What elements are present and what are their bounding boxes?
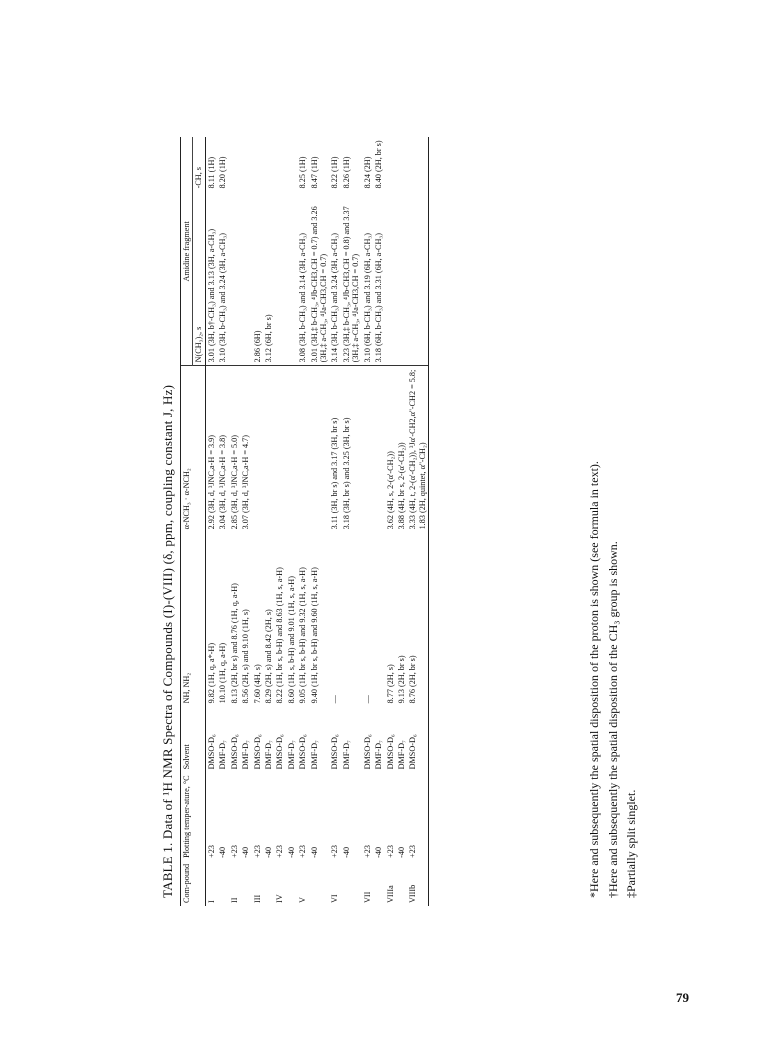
cell-alpha: 3.04 (3H, d, ³JNC,a-H = 3.8) (218, 435, 228, 530)
header-amidine-fragment: Amidine fragment (181, 137, 193, 365)
cell-compound (240, 861, 251, 906)
cell-nme (385, 191, 396, 366)
cell-nme: 3.18 (6H, b-CH₃) and 3.31 (6H, a-CH₃) (373, 191, 384, 366)
cell-nme: 3.10 (6H, b-CH₃) and 3.19 (6H, a-CH₃) (362, 191, 373, 366)
cell-alpha (373, 366, 384, 533)
cell-alpha (286, 366, 297, 533)
header-ch: -CH, s (193, 137, 205, 191)
cell-nh: 9.13 (2H, br s) (397, 655, 407, 704)
cell-temp: +23 (252, 845, 262, 858)
cell-nme (229, 191, 240, 366)
table-row (396, 137, 407, 906)
cell-temp: +23 (385, 845, 395, 858)
cell-nme: 3.10 (3H, b-CH₃) and 3.24 (3H, a-CH₃) (217, 191, 228, 366)
table-row (286, 137, 297, 906)
cell-alpha (309, 366, 330, 533)
cell-ch: 8.26 (1H) (341, 156, 351, 189)
cell-solvent: DMF-D₇ (241, 740, 251, 770)
cell-temp: -40 (397, 846, 407, 858)
footnote: *Here and subsequently the spatial disposition of the proton is shown (see formula in text). (587, 461, 601, 898)
cell-compound (217, 861, 228, 906)
cell-solvent: DMF-D₇ (374, 740, 384, 770)
cell-nh: 9.05 (1H, br s, b-H) and 9.32 (1H, s, a-H) (298, 567, 308, 704)
cell-nme: 3.01 (3H, b†-CH₃) and 3.13 (3H, a-CH₃) (205, 191, 217, 366)
cell-temp: +23 (362, 845, 372, 858)
cell-alpha (362, 366, 373, 533)
cell-ch (274, 137, 285, 191)
cell-solvent: DMSO-D₆ (206, 734, 216, 770)
cell-temp: -40 (218, 846, 228, 858)
cell-temp: +23 (275, 845, 285, 858)
cell-alpha: 3.33 (4H, t, 2-(α'-CH₂)), ³Jα'-CH2,α''-CH2 = 5.8; 1.83 (2H, quintet, α''-CH₂) (407, 366, 428, 533)
header-compound: Com-pound (181, 861, 206, 906)
cell-solvent: DMF-D₇ (341, 740, 351, 770)
cell-temp: -40 (263, 846, 273, 858)
table-row (341, 137, 362, 906)
table-row (309, 137, 330, 906)
table-caption: TABLE 1. Data of ¹H NMR Spectra of Compounds (I)-(VIII) (δ, ppm, coupling constant J, Hz) (160, 384, 175, 898)
table-row (205, 137, 217, 906)
cell-nme: 3.23 (3H,‡ b-CH₃, ⁴Jb-CH3,CH = 0.8) and 3.37 (3H,‡ a-CH₃, ⁴Ja-CH3,CH = 0.7) (341, 191, 362, 366)
cell-alpha: 3.18 (3H, br s) and 3.25 (3H, br s) (341, 417, 351, 530)
cell-nme: 2.86 (6H) (252, 191, 263, 366)
cell-solvent: DMSO-D₆ (275, 734, 285, 770)
cell-compound: VII (362, 891, 372, 903)
table-row (329, 137, 340, 906)
table-row (407, 137, 428, 906)
cell-alpha: 3.88 (4H, br s, 2-(α'-CH₂)) (397, 442, 407, 530)
cell-alpha (252, 366, 263, 533)
cell-compound (263, 861, 274, 906)
cell-nh: 7.60 (4H, s) (252, 664, 262, 704)
cell-nh: 10.10 (1H, q, a-H) (218, 642, 228, 704)
cell-nh: 8.76 (2H, br s) (407, 532, 428, 706)
cell-nme: 3.01 (3H,‡ b-CH₃, ⁴Jb-CH3,CH = 0.7) and 3.26 (3H,‡ a-CH₃, ⁴Ja-CH3,CH = 0.7) (309, 191, 330, 366)
cell-ch: 8.20 (1H) (218, 156, 228, 189)
cell-ch (385, 137, 396, 191)
cell-alpha: 3.07 (3H, d, ³JNC,a-H = 4.7) (241, 435, 251, 530)
cell-nh (373, 532, 384, 706)
cell-compound: VI (330, 894, 340, 903)
cell-nh: 9.40 (1H, br s, b-H) and 9.60 (1H, s, a-H) (309, 567, 319, 704)
cell-nh: 8.77 (2H, s) (385, 664, 395, 704)
cell-nh: — (362, 695, 372, 704)
cell-ch (252, 137, 263, 191)
footnotes (585, 461, 641, 898)
cell-ch: 8.40 (2H, br s) (374, 140, 384, 189)
cell-temp: -40 (309, 846, 319, 858)
cell-temp: +23 (407, 772, 428, 860)
cell-alpha: 2.92 (3H, d, ³JNC,a-H = 3.9) (206, 435, 216, 530)
cell-ch (229, 137, 240, 191)
cell-alpha (263, 366, 274, 533)
table-row (373, 137, 384, 906)
cell-temp: -40 (341, 846, 351, 858)
cell-solvent: DMSO-D₆ (330, 734, 340, 770)
cell-compound: VIIIa (385, 885, 395, 903)
cell-solvent: DMSO-D₆ (385, 734, 395, 770)
header-temperature: Plotting temper-ature, °C (181, 772, 206, 860)
cell-ch: 8.11 (1H) (206, 156, 216, 189)
cell-ch (407, 137, 428, 191)
cell-nh: 9.82 (1H, q, a*-H) (206, 642, 216, 704)
cell-alpha: 3.11 (3H, br s) and 3.17 (3H, br s) (330, 417, 340, 530)
cell-ch: 8.25 (1H) (298, 156, 308, 189)
cell-solvent: DMSO-D₆ (407, 706, 428, 772)
cell-compound: V (298, 897, 308, 903)
cell-temp: -40 (286, 846, 296, 858)
cell-solvent: DMF-D₇ (218, 740, 228, 770)
cell-compound (373, 861, 384, 906)
cell-compound (341, 861, 362, 906)
cell-nh: 8.13 (2H, br s) and 8.76 (1H, q, a-H) (229, 583, 239, 704)
table-row (297, 137, 308, 906)
cell-compound: III (252, 894, 262, 903)
cell-compound: II (229, 897, 239, 903)
cell-solvent: DMF-D₇ (286, 740, 296, 770)
cell-alpha (297, 366, 308, 533)
header-nh: NH, NH₂ (181, 532, 206, 706)
table-body (205, 137, 428, 906)
cell-solvent: DMSO-D₆ (362, 734, 372, 770)
cell-nme: 3.14 (3H, b-CH₃) and 3.24 (3H, a-CH₃) (329, 191, 340, 366)
cell-nme (286, 191, 297, 366)
cell-nh: 8.29 (2H, s) and 8.42 (2H, s) (263, 609, 273, 704)
cell-temp: +23 (330, 845, 340, 858)
cell-ch (240, 137, 251, 191)
cell-temp: -40 (241, 846, 251, 858)
cell-alpha: 2.85 (3H, d, ³JNC,a-H = 5.0) (229, 435, 239, 530)
cell-alpha: 3.62 (4H, s, 2-(α'-CH₂)) (385, 451, 395, 530)
table-row (229, 137, 240, 906)
cell-nh: 8.60 (1H, s, b-H) and 9.01 (1H, s, a-H) (286, 576, 296, 704)
cell-temp: +23 (229, 845, 239, 858)
cell-compound (309, 861, 330, 906)
table-row (240, 137, 251, 906)
cell-nh: 8.56 (2H, s) and 9.10 (1H, s) (241, 609, 251, 704)
cell-nme (240, 191, 251, 366)
footnote: ‡Partially split singlet. (624, 789, 639, 898)
cell-nh: 8.22 (1H, br s, b-H) and 8.63 (1H, s, a-H) (275, 567, 285, 704)
cell-nh: — (330, 695, 340, 704)
footnote: †Here and subsequently the spatial disposition of the CH₃ group is shown. (605, 541, 620, 898)
cell-ch (396, 137, 407, 191)
page-number: 79 (676, 990, 689, 1005)
cell-nme (274, 191, 285, 366)
cell-ch (286, 137, 297, 191)
cell-ch: 8.22 (1H) (330, 156, 340, 189)
cell-nme: 3.12 (6H, br s) (263, 191, 274, 366)
cell-nh (341, 532, 362, 706)
cell-solvent: DMF-D₇ (263, 740, 273, 770)
cell-nme (407, 191, 428, 366)
cell-solvent: DMF-D₇ (309, 740, 319, 770)
cell-temp: -40 (374, 846, 384, 858)
header-alpha: α-NCH₃ · α-NCH₂ (181, 366, 206, 533)
cell-solvent: DMSO-D₆ (252, 734, 262, 770)
cell-nme: 3.08 (3H, b-CH₃) and 3.14 (3H, a-CH₃) (297, 191, 308, 366)
cell-temp: +23 (206, 845, 216, 858)
cell-nme (396, 191, 407, 366)
header-nme: N(CH₃)₂, s (193, 191, 205, 366)
cell-solvent: DMSO-D₆ (298, 734, 308, 770)
cell-ch: 8.47 (1H) (309, 156, 319, 189)
cell-compound (286, 861, 297, 906)
cell-compound (396, 861, 407, 906)
table-row (263, 137, 274, 906)
table-row (274, 137, 285, 906)
cell-temp: +23 (298, 845, 308, 858)
cell-solvent: DMSO-D₆ (229, 734, 239, 770)
cell-ch (263, 137, 274, 191)
table-row (362, 137, 373, 906)
nmr-data-table (180, 137, 429, 906)
header-solvent: Solvent (181, 706, 206, 772)
cell-compound: IV (275, 894, 285, 903)
cell-ch: 8.24 (2H) (362, 156, 372, 189)
cell-solvent: DMF-D₇ (397, 740, 407, 770)
table-row (252, 137, 263, 906)
cell-compound: I (206, 900, 216, 903)
table-row (217, 137, 228, 906)
cell-compound: VIIIb (407, 861, 428, 906)
cell-alpha (274, 366, 285, 533)
table-row (385, 137, 396, 906)
